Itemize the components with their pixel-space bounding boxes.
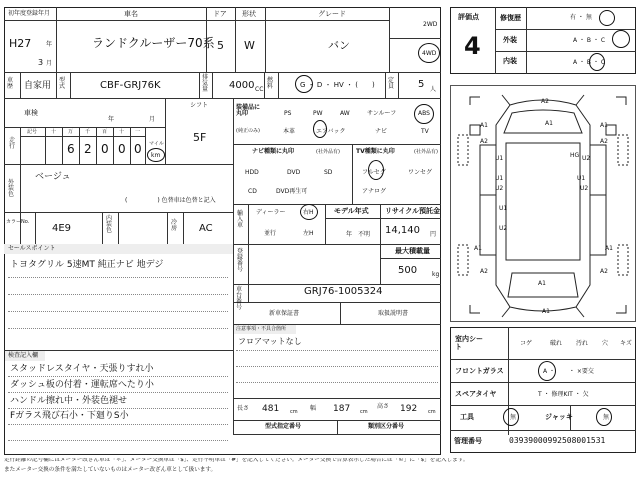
footer-line-2: またメーター交換の条件を満たしていないものはメーター改ざん車として扱います。 [4,467,217,473]
equip-sub: (純正のみ) [236,128,260,134]
length-label: 長さ [237,405,250,412]
equip-leather: 本革 [283,128,296,135]
score: 4 [464,32,481,60]
diagram-code: A1 [474,245,482,252]
class-no-label: 類別区分番号 [368,423,405,430]
equip-aw: AW [340,110,350,117]
color-no: 4E9 [52,223,72,234]
model-code-label: 型式 [59,77,66,90]
front-glass-options: A ・ ・ ×要交 [543,368,594,375]
fuel-options: G ・ D ・ HV ・ ( ) [300,81,375,89]
shift: 5F [193,131,207,144]
nav-cd: CD [248,188,257,195]
reg-year-label: 初年度登録年月 [8,10,51,17]
equip-tv: TV [421,128,429,135]
equip-pw: PW [313,110,323,117]
repair-options: 有 ・ 無 [570,14,592,21]
diagram-code: U2 [580,185,589,192]
new-car-warranty: 新車保証書 [269,310,300,317]
jack-none-circle [596,408,612,426]
seat-dirt: 汚れ [576,340,589,347]
usage: 自家用 [24,81,52,91]
exterior-grade-options: A ・ B ・ C [573,37,606,44]
car-diagram [450,85,636,322]
diagram-code: A1 [480,122,488,129]
recycle-label: リサイクル預託金 [385,207,441,215]
tool-label: 工具 [460,413,474,421]
inspector-line-3: ハンドル擦れ中・外装色褪せ [10,396,128,406]
interior-b-circle [589,53,605,71]
digit-label-0: 記号 [27,129,38,135]
reg-no-label: 登録番号 [237,248,244,273]
front-glass-a-circle [538,361,556,381]
max-load-label: 最大積載量 [395,247,430,255]
exterior-grade-label: 外装 [503,36,517,44]
manual: 取扱説明書 [378,310,409,317]
tv-fullseg: フルセグ [362,169,386,176]
model-year-value: 年 不明 [346,231,371,238]
sales-line-1: トヨタグリル 5速MT 純正ナビ 地デジ [10,260,164,270]
jack-value: 無 [603,414,610,421]
tv-note: (社外品有) [414,149,438,155]
seat-label: 室内シート [455,335,483,352]
ac: AC [199,223,213,234]
diagram-code: A1 [542,308,550,315]
cc-unit: CC [255,86,264,93]
mgmt-number: 0393900099250800153​1 [509,436,606,445]
type-no-label: 型式指定番号 [265,423,302,430]
month-unit: 月 [46,60,53,67]
color-no-label: カラーNo. [6,219,30,225]
model-code: CBF-GRJ76K [100,80,161,91]
digit-label-6: 一 [135,129,141,135]
fuel-label: 燃料 [267,77,274,90]
equip-sunroof: サンルーフ [367,110,397,117]
digit-label-3: 千 [85,129,91,135]
nav-dvd: DVD [287,169,301,176]
insp-month-unit: 月 [149,116,156,123]
diagram-code: U2 [582,155,591,162]
interior-grade-label: 内装 [503,57,517,65]
km-label: km [151,152,161,159]
diagram-code: A1 [545,120,553,127]
import-label: 輸入車 [237,210,244,229]
diagram-code: A1 [605,245,613,252]
inspector-line-2: ダッシュ板の付着・運転席へたり小 [10,380,154,390]
height-label: 高さ [377,403,390,410]
abs-circle [414,104,434,124]
equip-ps: PS [284,110,292,117]
capacity: 5 [418,79,425,90]
tv-label: TV種類に丸印 [356,148,395,155]
door-label: ドア [213,10,227,18]
seat-hole: 穴 [602,340,609,347]
nav-label: ナビ種類に丸印 [252,148,295,155]
model-label: 車名 [124,10,138,18]
interior-label: 内装色 [106,215,113,234]
width-label: 幅 [310,405,317,412]
diagram-code: U1 [577,175,586,182]
insp-year-unit: 年 [108,116,115,123]
displacement-label: 排気量 [202,74,209,93]
yen: 円 [430,231,437,238]
exterior-color: ベージュ [35,172,71,182]
mileage-digit: 6 [67,142,75,156]
fuel-g-circle [295,75,313,93]
spare-label: スペアタイヤ [455,390,497,398]
usage-label: 車歴 [7,77,14,90]
fullseg-circle [368,160,384,180]
reg-year: H27 [9,37,32,50]
diagram-code: A2 [480,268,488,275]
diagram-code: A2 [480,138,488,145]
notes-line-1: フロアマットなし [238,337,302,346]
drive-4wd: 4WD [422,50,437,57]
max-load: 500 [398,265,418,276]
tool-none-circle [503,408,519,426]
import-left: 左H [303,230,314,237]
repair-none-circle [599,10,615,26]
mile-label: マイル [149,141,164,147]
diagram-code: U1 [499,205,508,212]
model-year-label: モデル年式 [334,207,369,215]
nav-note: (社外品有) [316,149,340,155]
repair-label: 修復歴 [500,14,521,22]
model-name: ランドクルーザー70系 [92,36,215,50]
grade: バン [328,39,350,52]
seat-burn: コゲ [520,340,533,347]
import-parallel: 並行 [264,230,277,237]
shape-label: 形状 [242,10,256,18]
interior-grade-options: A ・ B ・ C [573,59,606,66]
nav-hdd: HDD [245,169,259,176]
import-dealer: ディーラー [256,209,286,216]
km-circle [147,148,165,162]
length-unit: cm [290,409,298,415]
capacity-label: 定員 [388,77,395,90]
tv-oneseg: ワンセグ [408,169,433,176]
shape: W [244,39,255,52]
digit-label-1: 十 [51,129,57,135]
exterior-note: ( ) 色替車は色替と記入 [125,197,216,204]
height: 192 [400,404,418,414]
equip-airbag: エアバック [316,128,346,135]
drive-2wd: 2WD [423,21,438,28]
seat-scratch: キズ [620,340,632,347]
exterior-c-circle [612,30,630,48]
drive-4wd-circle [418,43,440,63]
jack-label: ジャッキ [545,413,573,421]
diagram-code: U1 [495,155,504,162]
inspection-label: 車検 [24,109,38,117]
ac-label: 冷房 [171,219,178,232]
diagram-code: HG [570,152,580,159]
diagram-code: A2 [541,98,549,105]
doors: 5 [217,39,224,52]
diagram-code: A2 [600,268,608,275]
recycle: 14,140 [385,225,420,236]
mileage-digit: 2 [84,142,92,156]
mileage-label: 走行 [9,137,16,150]
inspector-line-4: Fガラス飛び石小・下廻りS小 [10,411,129,421]
displacement: 4000 [229,80,255,91]
diagram-code: U1 [495,175,504,182]
footer-line-1: 走行距離の記号欄にはメーター改ざん車は「＊」、メーター交換車は「$」、走行不明車は「#」を記入してください。メーター交換で合算表示した場合には「©」に「$」を記入します。 [4,458,469,463]
diagram-code: U2 [495,185,504,192]
exterior-label: 外装色 [8,179,15,198]
score-label: 評価点 [458,13,479,21]
seat-tear: 破れ [550,340,563,347]
diagram-code: U2 [499,225,508,232]
digit-label-2: 万 [68,129,74,135]
nav-sd: SD [324,169,333,176]
inspector-line-1: スタッドレスタイヤ・天張りすれ小 [10,364,154,374]
nav-dvd-play: DVD再生可 [276,188,308,195]
length: 481 [262,404,280,414]
tool-value: 無 [510,414,517,421]
chassis-label: 車台番号 [236,286,243,311]
equip-abs: ABS [418,110,430,117]
mileage-digit: 0 [101,142,109,156]
capacity-unit: 人 [430,86,437,93]
diagram-code: A1 [538,280,546,287]
notes-label: 注意事項・不具合箇所 [236,326,287,332]
equip-navi: ナビ [375,128,388,135]
mileage-digit: 0 [134,142,142,156]
grade-label: グレード [318,10,346,18]
digit-label-5: 十 [119,129,125,135]
diagram-code: A1 [600,122,608,129]
equip-label: 装備品に丸印 [236,104,261,117]
height-unit: cm [428,409,436,415]
airbag-circle [313,120,327,138]
width-unit: cm [360,409,368,415]
year-unit: 年 [46,41,53,48]
mgmt-label: 管理番号 [454,437,482,445]
mileage-digit: 0 [118,142,126,156]
spare-options: T ・ 修理KIT ・ 欠 [538,391,589,398]
width: 187 [333,404,351,414]
front-glass-label: フロントガラス [455,367,504,375]
chassis: GRJ76-1005324 [304,286,383,297]
inspector-label: 検査記入欄 [8,352,39,359]
digit-label-4: 百 [102,129,108,135]
kg: kg [432,271,440,278]
shift-label: シフト [190,102,209,109]
right-hand-circle [300,204,318,220]
tv-analog: アナログ [362,188,387,195]
diagram-code: A2 [600,138,608,145]
import-right: 右H [303,209,314,216]
reg-month: 3 [38,58,44,67]
sales-label: セールスポイント [8,245,56,252]
